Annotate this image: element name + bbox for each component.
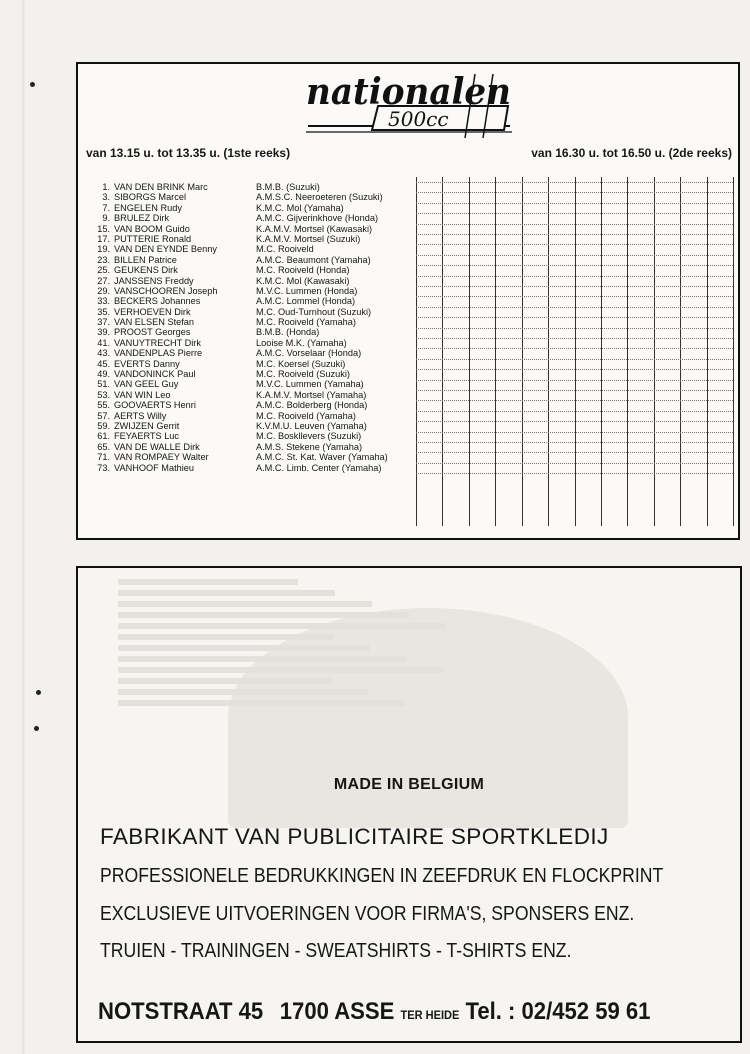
rider-club: B.M.B. (Honda) bbox=[256, 327, 320, 338]
rider-number: 37. bbox=[97, 317, 110, 328]
ad-address bbox=[98, 998, 650, 1026]
rider-name: VAN BOOM Guido bbox=[114, 223, 190, 234]
ad-headline: FABRIKANT VAN PUBLICITAIRE SPORTKLEDIJ bbox=[100, 824, 609, 849]
show-through-row bbox=[118, 673, 446, 684]
rider-club: K.A.M.V. Mortsel (Yamaha) bbox=[256, 389, 367, 400]
grid-row-line bbox=[416, 390, 733, 391]
rider-number: 57. bbox=[97, 410, 110, 421]
rider-row bbox=[86, 276, 436, 286]
made-in-label: MADE IN BELGIUM bbox=[333, 776, 485, 793]
rider-row bbox=[86, 421, 436, 431]
rider-row bbox=[86, 213, 436, 223]
rider-number: 53. bbox=[97, 389, 110, 400]
rider-club: M.C. Rooiveld (Yamaha) bbox=[256, 317, 356, 328]
rider-club: M.C. Rooiveld (Suzuki) bbox=[256, 369, 350, 380]
grid-row-line bbox=[416, 463, 733, 464]
grid-row-line bbox=[416, 452, 733, 453]
show-through-row bbox=[118, 695, 446, 706]
rider-row bbox=[86, 234, 436, 244]
logo-cc: 500cc bbox=[388, 107, 449, 131]
rider-row bbox=[86, 265, 436, 275]
grid-row-line bbox=[416, 400, 733, 401]
rider-number: 3. bbox=[102, 192, 110, 203]
address-street: NOTSTRAAT 45 bbox=[98, 998, 264, 1025]
rider-club: K.A.M.V. Mortsel (Kawasaki) bbox=[256, 223, 373, 234]
rider-row bbox=[86, 327, 436, 337]
sportswear-advertisement bbox=[76, 566, 742, 1043]
show-through-row bbox=[118, 574, 446, 585]
rider-number: 71. bbox=[97, 452, 110, 463]
rider-list-box bbox=[76, 62, 740, 540]
rider-name: EVERTS Danny bbox=[114, 358, 180, 369]
rider-club: M.C. Rooiveld (Yamaha) bbox=[256, 410, 356, 421]
show-through-lines bbox=[118, 574, 446, 706]
rider-club: K.M.C. Mol (Yamaha) bbox=[256, 202, 344, 213]
grid-row-line bbox=[416, 296, 733, 297]
show-through-row bbox=[118, 684, 446, 695]
show-through-row bbox=[118, 640, 446, 651]
rider-row bbox=[86, 359, 436, 369]
rider-club: A.M.C. Bolderberg (Honda) bbox=[256, 400, 368, 411]
rider-row bbox=[86, 400, 436, 410]
rider-club: A.M.C. Lommel (Honda) bbox=[256, 296, 356, 307]
rider-number: 29. bbox=[97, 285, 110, 296]
rider-number: 19. bbox=[97, 244, 110, 255]
punch-hole bbox=[30, 82, 35, 87]
show-through-row bbox=[118, 618, 446, 629]
rider-club: K.V.M.U. Leuven (Yamaha) bbox=[256, 420, 367, 431]
rider-name: PROOST Georges bbox=[114, 327, 191, 338]
rider-number: 39. bbox=[97, 327, 110, 338]
rider-row bbox=[86, 431, 436, 441]
rider-name: VAN WIN Leo bbox=[114, 389, 171, 400]
nationalen-500cc-logo bbox=[300, 66, 520, 142]
logo-graphic bbox=[300, 66, 520, 142]
grid-row-line bbox=[416, 348, 733, 349]
rider-row bbox=[86, 255, 436, 265]
rider-name: VAN DEN EYNDE Benny bbox=[114, 244, 217, 255]
rider-number: 33. bbox=[97, 296, 110, 307]
rider-name: ZWIJZEN Gerrit bbox=[114, 420, 180, 431]
rider-name: PUTTERIE Ronald bbox=[114, 233, 192, 244]
show-through-row bbox=[118, 607, 446, 618]
rider-row bbox=[86, 244, 436, 254]
rider-number: 17. bbox=[97, 233, 110, 244]
rider-club: M.C. Oud-Turnhout (Suzuki) bbox=[256, 306, 372, 317]
rider-row bbox=[86, 442, 436, 452]
rider-name: VAN DE WALLE Dirk bbox=[114, 441, 200, 452]
rider-number: 45. bbox=[97, 358, 110, 369]
rider-club: A.M.C. Vorselaar (Honda) bbox=[256, 348, 362, 359]
ad-line-printing: PROFESSIONELE BEDRUKKINGEN IN ZEEFDRUK EN FLOCKPRINT bbox=[100, 864, 664, 887]
rider-row bbox=[86, 203, 436, 213]
rider-number: 51. bbox=[97, 379, 110, 390]
rider-name: GOOVAERTS Henri bbox=[114, 400, 196, 411]
rider-club: A.M.C. Gijverinkhove (Honda) bbox=[256, 213, 379, 224]
rider-number: 27. bbox=[97, 275, 110, 286]
rider-club: B.M.B. (Suzuki) bbox=[256, 182, 320, 192]
ad-line-exclusive: EXCLUSIEVE UITVOERINGEN VOOR FIRMA'S, SPONSERS ENZ. bbox=[100, 902, 635, 925]
grid-row-line bbox=[416, 276, 733, 277]
rider-number: 7. bbox=[102, 202, 110, 213]
rider-name: VAN ELSEN Stefan bbox=[114, 317, 195, 328]
grid-row-line bbox=[416, 442, 733, 443]
rider-name: AERTS Willy bbox=[114, 410, 167, 421]
rider-name: ENGELEN Rudy bbox=[114, 202, 182, 213]
show-through-row bbox=[118, 651, 446, 662]
rider-number: 41. bbox=[97, 337, 110, 348]
rider-name: BECKERS Johannes bbox=[114, 296, 201, 307]
rider-row bbox=[86, 317, 436, 327]
rider-row bbox=[86, 182, 436, 192]
rider-number: 73. bbox=[97, 462, 110, 473]
rider-name: VAN DEN BRINK Marc bbox=[114, 182, 208, 192]
rider-club: A.M.C. St. Kat. Waver (Yamaha) bbox=[256, 452, 388, 463]
grid-row-line bbox=[416, 380, 733, 381]
grid-row-line bbox=[416, 369, 733, 370]
grid-row-line bbox=[416, 255, 733, 256]
rider-number: 43. bbox=[97, 348, 110, 359]
rider-name: FEYAERTS Luc bbox=[114, 431, 180, 442]
show-through-row bbox=[118, 596, 446, 607]
punch-hole bbox=[36, 690, 41, 695]
rider-number: 15. bbox=[97, 223, 110, 234]
rider-name: VAN GEEL Guy bbox=[114, 379, 179, 390]
rider-name: VANSCHOOREN Joseph bbox=[114, 285, 218, 296]
grid-row-line bbox=[416, 286, 733, 287]
rider-row bbox=[86, 307, 436, 317]
rider-club: M.C. Rooiveld (Honda) bbox=[256, 265, 350, 276]
rider-number: 9. bbox=[102, 213, 110, 224]
ad-line-products: TRUIEN - TRAININGEN - SWEATSHIRTS - T-SHIRTS ENZ. bbox=[100, 939, 572, 962]
address-phone: Tel. : 02/452 59 61 bbox=[465, 998, 651, 1025]
rider-row bbox=[86, 390, 436, 400]
grid-row-line bbox=[416, 359, 733, 360]
rider-row bbox=[86, 348, 436, 358]
rider-club: A.M.S.C. Neeroeteren (Suzuki) bbox=[256, 192, 383, 203]
grid-row-line bbox=[416, 244, 733, 245]
grid-row-line bbox=[416, 234, 733, 235]
rider-row bbox=[86, 296, 436, 306]
grid-row-line bbox=[416, 265, 733, 266]
rider-name: VANDONINCK Paul bbox=[114, 369, 196, 380]
grid-row-line bbox=[416, 213, 733, 214]
grid-row-line bbox=[416, 328, 733, 329]
rider-name: BRULEZ Dirk bbox=[114, 213, 170, 224]
grid-row-line bbox=[416, 432, 733, 433]
rider-number: 1. bbox=[102, 182, 110, 192]
grid-row-line bbox=[416, 421, 733, 422]
address-district: TER HEIDE bbox=[400, 1008, 460, 1022]
page-fold bbox=[22, 0, 26, 1054]
grid-row-line bbox=[416, 182, 733, 183]
grid-row-line bbox=[416, 411, 733, 412]
rider-club: A.M.C. Limb. Center (Yamaha) bbox=[256, 462, 382, 473]
grid-row-line bbox=[416, 338, 733, 339]
rider-club: M.C. Rooiveld bbox=[256, 244, 314, 255]
address-city: 1700 ASSE bbox=[279, 998, 395, 1025]
grid-row-line bbox=[416, 224, 733, 225]
grid-row-line bbox=[416, 307, 733, 308]
rider-row bbox=[86, 338, 436, 348]
rider-row bbox=[86, 379, 436, 389]
rider-club: M.V.C. Lummen (Yamaha) bbox=[256, 379, 364, 390]
rider-club: K.M.C. Mol (Kawasaki) bbox=[256, 275, 350, 286]
rider-number: 25. bbox=[97, 265, 110, 276]
rider-number: 55. bbox=[97, 400, 110, 411]
grid-column-line bbox=[733, 177, 734, 526]
rider-row bbox=[86, 463, 436, 473]
punch-hole bbox=[34, 726, 39, 731]
grid-row-line bbox=[416, 317, 733, 318]
rider-club: Looise M.K. (Yamaha) bbox=[256, 337, 347, 348]
grid-row-line bbox=[416, 203, 733, 204]
lap-grid bbox=[416, 177, 733, 526]
rider-number: 35. bbox=[97, 306, 110, 317]
rider-row bbox=[86, 369, 436, 379]
rider-name: VANUYTRECHT Dirk bbox=[114, 337, 201, 348]
rider-club: M.C. Boskllevers (Suzuki) bbox=[256, 431, 362, 442]
rider-club: A.M.C. Beaumont (Yamaha) bbox=[256, 254, 371, 265]
rider-club: K.A.M.V. Mortsel (Suzuki) bbox=[256, 233, 361, 244]
show-through-row bbox=[118, 585, 446, 596]
rider-name: GEUKENS Dirk bbox=[114, 265, 178, 276]
rider-name: JANSSENS Freddy bbox=[114, 275, 194, 286]
rider-number: 59. bbox=[97, 420, 110, 431]
rider-row bbox=[86, 224, 436, 234]
rider-name: VANHOOF Mathieu bbox=[114, 462, 194, 473]
rider-club: A.M.S. Stekene (Yamaha) bbox=[256, 441, 363, 452]
rider-name: VANDENPLAS Pierre bbox=[114, 348, 203, 359]
rider-name: VAN ROMPAEY Walter bbox=[114, 452, 209, 463]
logo-script: nationalen bbox=[306, 71, 511, 113]
rider-number: 23. bbox=[97, 254, 110, 265]
rider-club: M.C. Koersel (Suzuki) bbox=[256, 358, 346, 369]
rider-row bbox=[86, 192, 436, 202]
rider-row bbox=[86, 452, 436, 462]
rider-name: SIBORGS Marcel bbox=[114, 192, 186, 203]
first-session-time: van 13.15 u. tot 13.35 u. (1ste reeks) bbox=[86, 146, 291, 160]
second-session-time: van 16.30 u. tot 16.50 u. (2de reeks) bbox=[531, 146, 732, 160]
rider-name: BILLEN Patrice bbox=[114, 254, 177, 265]
rider-number: 61. bbox=[97, 431, 110, 442]
rider-name: VERHOEVEN Dirk bbox=[114, 306, 191, 317]
show-through-row bbox=[118, 629, 446, 640]
rider-row bbox=[86, 411, 436, 421]
rider-table bbox=[86, 182, 436, 473]
rider-number: 49. bbox=[97, 369, 110, 380]
grid-row-line bbox=[416, 192, 733, 193]
grid-row-line bbox=[416, 473, 733, 474]
rider-row bbox=[86, 286, 436, 296]
show-through-row bbox=[118, 662, 446, 673]
rider-club: M.V.C. Lummen (Honda) bbox=[256, 285, 358, 296]
rider-number: 65. bbox=[97, 441, 110, 452]
